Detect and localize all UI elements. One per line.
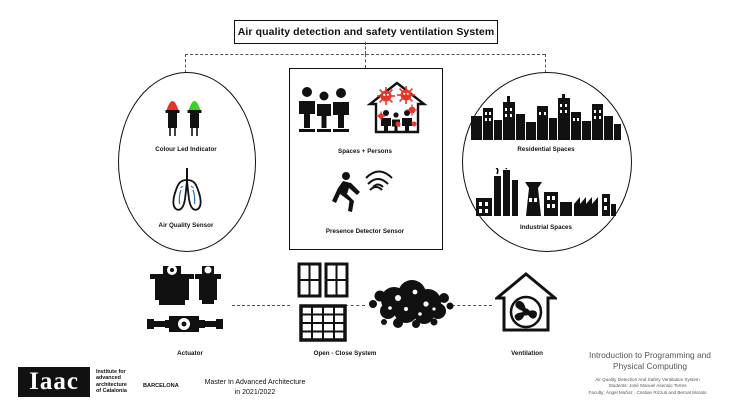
connector-actuator-window <box>232 305 290 306</box>
course-title <box>580 350 720 372</box>
connector-smoke-ventilation <box>452 305 492 306</box>
people-icon <box>296 84 352 136</box>
credit-faculty: Faculty: Ángel Muñoz , Cristian Rizzuti and Bernat Morato <box>588 389 707 395</box>
institute-line-2: advanced <box>96 375 121 382</box>
open-close-system-label: Open - Close System <box>313 350 377 357</box>
spaces-persons-label: Spaces + Persons <box>338 148 392 155</box>
institute-line-1: Institute for <box>96 369 126 375</box>
master-line-2: in 2021/2022 <box>234 389 276 396</box>
institute-name <box>96 369 127 395</box>
motion-sensor-icon <box>330 170 400 216</box>
residential-spaces-label: Residential Spaces <box>517 146 575 153</box>
air-quality-sensor-label: Air Quality Sensor <box>158 222 214 229</box>
institute-line-4: of Catalonia <box>96 388 127 395</box>
city-skyline-icon <box>471 94 621 140</box>
credit-students: Students: José Manuel Asensio Torres <box>608 383 687 389</box>
factory-icon <box>476 168 616 216</box>
master-program <box>190 378 320 398</box>
barcelona-label: BARCELONA <box>143 383 179 389</box>
institute-line-3: architecture <box>96 381 127 388</box>
credit-project: Air Quality Detection And Safety Ventilation System <box>595 377 700 382</box>
house-virus-icon <box>366 80 428 138</box>
house-fan-icon <box>495 272 557 334</box>
industrial-spaces-label: Industrial Spaces <box>519 224 573 231</box>
actuator-label: Actuator <box>177 350 203 357</box>
iaac-logo <box>18 367 90 397</box>
diagram-title <box>234 20 498 44</box>
connector-center-down <box>365 54 366 68</box>
colour-led-indicator-label: Colour Led Indicator <box>155 146 217 153</box>
ventilation-label: Ventilation <box>511 350 543 357</box>
servo-motor-icon <box>147 262 233 340</box>
window-icon <box>295 262 351 342</box>
course-title-line-2: Physical Computing <box>612 361 687 371</box>
smoke-cloud-icon <box>368 278 454 330</box>
lungs-icon <box>160 166 214 214</box>
traffic-led-icon <box>160 86 212 138</box>
connector-title-down <box>365 42 366 54</box>
iaac-logo-lead: I <box>29 368 40 395</box>
iaac-logo-text: aac <box>39 368 79 395</box>
master-line-1: Master In Advanced Architecture <box>204 379 306 386</box>
diagram-title-label: Air quality detection and safety ventilation System <box>237 26 495 38</box>
course-title-line-1: Introduction to Programming and <box>589 350 711 360</box>
presence-detector-label: Presence Detector Sensor <box>325 228 405 235</box>
project-credits <box>570 377 725 396</box>
